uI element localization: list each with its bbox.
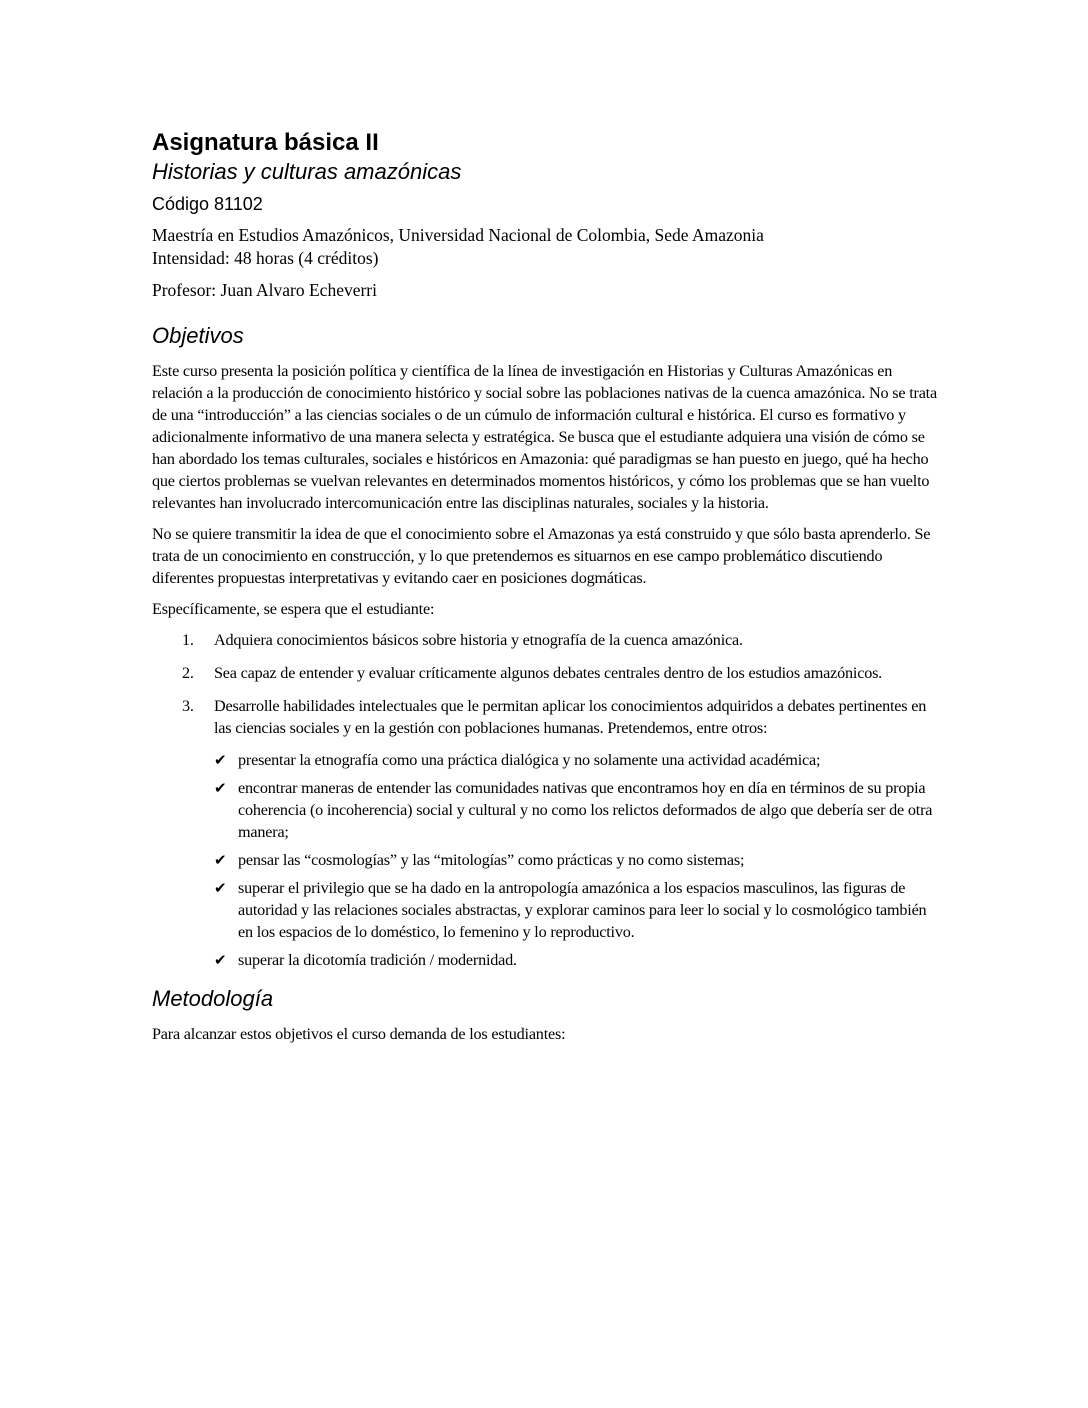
section-heading-objetivos: Objetivos (152, 323, 244, 348)
check-list-item (214, 849, 942, 871)
list-item-text: Adquiera conocimientos básicos sobre historia y etnografía de la cuenca amazónica. (214, 631, 743, 649)
checkmark-icon: ✔ (214, 879, 227, 897)
check-item-text: presentar la etnografía como una práctica dialógica y no solamente una actividad académica; (238, 751, 821, 769)
check-item-text: superar el privilegio que se ha dado en la antropología amazónica a los espacios masculinos, las figuras de autoridad y las relaciones sociales abstractas, y explorar caminos para leer lo social y lo cosmológico también en los espacios de lo doméstico, lo femenino y lo reproductivo. (238, 879, 927, 941)
list-number: 1. (182, 631, 194, 649)
course-title: Asignatura básica II (152, 129, 379, 156)
list-item-text: Sea capaz de entender y evaluar críticamente algunos debates centrales dentro de los estudios amazónicos. (214, 664, 883, 682)
checkmark-icon: ✔ (214, 851, 227, 869)
sub-objectives-list (214, 749, 942, 971)
professor-line: Profesor: Juan Alvaro Echeverri (152, 280, 377, 300)
course-code: Código 81102 (152, 194, 263, 214)
check-list-item (214, 777, 942, 843)
list-number: 3. (182, 697, 194, 715)
check-item-text: pensar las “cosmologías” y las “mitologías” como prácticas y no como sistemas; (238, 851, 745, 869)
list-number: 2. (182, 664, 194, 682)
check-item-text: encontrar maneras de entender las comunidades nativas que encontramos hoy en día en términos de su propia coherencia (o incoherencia) social y cultural y no como los relictos deformados de algo que debería ser de otra manera; (238, 779, 933, 841)
check-list-item (214, 749, 942, 771)
checkmark-icon: ✔ (214, 951, 227, 969)
objectives-list (152, 629, 942, 971)
document-page (152, 128, 942, 1045)
check-list-item (214, 949, 942, 971)
list-item-text: Desarrolle habilidades intelectuales que le permitan aplicar los conocimientos adquiridos a debates pertinentes en las ciencias sociales y en la gestión con poblaciones humanas. Pretendemos, entre otros: (214, 697, 927, 737)
course-meta (152, 224, 942, 270)
program-line: Maestría en Estudios Amazónicos, Universidad Nacional de Colombia, Sede Amazonia (152, 225, 764, 245)
objetivos-paragraph-2: No se quiere transmitir la idea de que el conocimiento sobre el Amazonas ya está construido y que sólo basta aprenderlo. Se trata de un conocimiento en construcción, y lo que pretendemos es situarnos en ese campo problemático discutiendo diferentes propuestas interpretativas y evitando caer en posiciones dogmáticas. (152, 525, 931, 587)
list-item (152, 695, 942, 971)
metodologia-intro: Para alcanzar estos objetivos el curso demanda de los estudiantes: (152, 1025, 566, 1043)
intensity-line: Intensidad: 48 horas (4 créditos) (152, 248, 379, 268)
check-list-item (214, 877, 942, 943)
course-subtitle: Historias y culturas amazónicas (152, 159, 462, 184)
objetivos-paragraph-1: Este curso presenta la posición política y científica de la línea de investigación en Historias y Culturas Amazónicas en relación a la producción de conocimiento histórico y social sobre las poblaciones nativas de la cuenca amazónica. No se trata de una “introducción” a las ciencias sociales o de un cúmulo de información cultural e histórica. El curso es formativo y adicionalmente informativo de una manera selecta y estratégica. Se busca que el estudiante adquiera una visión de cómo se han abordado los temas culturales, sociales e históricos en Amazonia: qué paradigmas se han puesto en juego, qué ha hecho que ciertos problemas se vuelvan relevantes en determinados momentos históricos, y cómo los problemas que se han vuelto relevantes han involucrado intercomunicación entre las disciplinas naturales, sociales y la historia. (152, 362, 937, 512)
list-item (152, 629, 942, 651)
check-item-text: superar la dicotomía tradición / modernidad. (238, 951, 517, 969)
list-item (152, 662, 942, 684)
objetivos-paragraph-3: Específicamente, se espera que el estudiante: (152, 600, 435, 618)
checkmark-icon: ✔ (214, 751, 227, 769)
section-heading-metodologia: Metodología (152, 986, 274, 1011)
checkmark-icon: ✔ (214, 779, 227, 797)
